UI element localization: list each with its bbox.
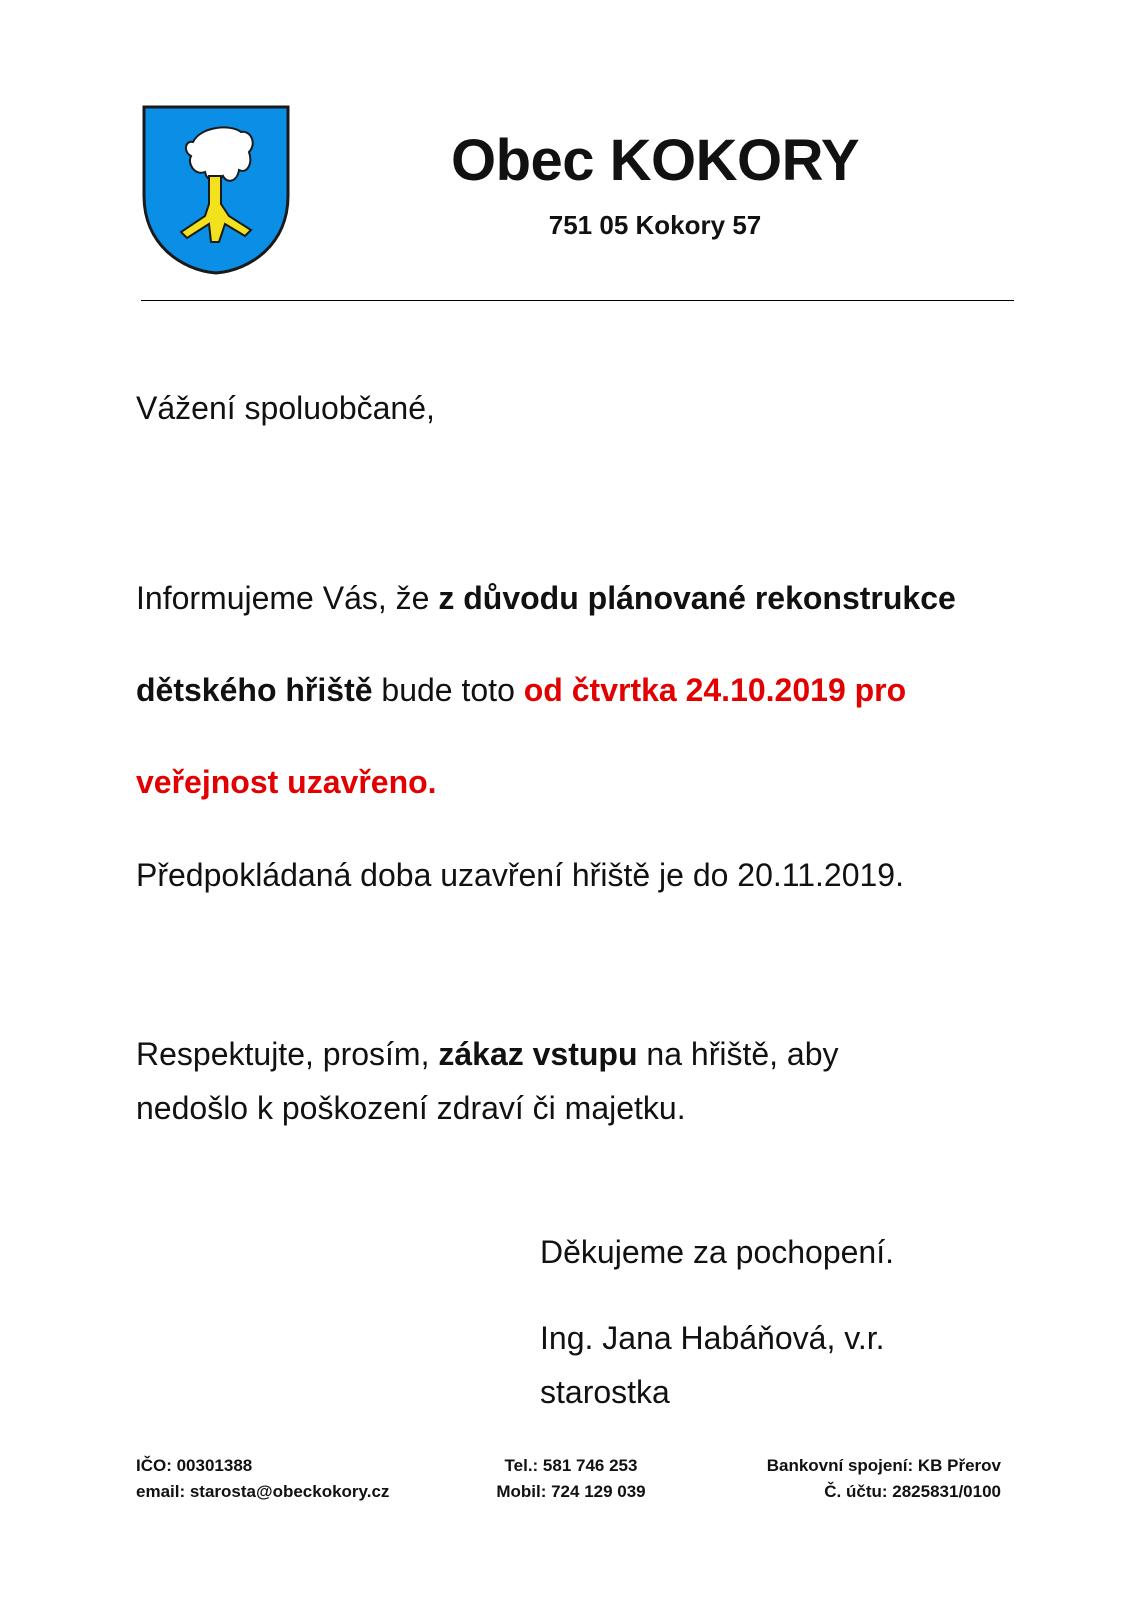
notice-emphasis: z důvodu plánované rekonstrukce xyxy=(438,580,956,616)
warning-line-1 xyxy=(136,1034,839,1074)
footer-phones xyxy=(476,1453,666,1505)
thanks: Děkujeme za pochopení. xyxy=(540,1234,894,1270)
page-title: Obec KOKORY xyxy=(450,128,860,193)
signature-role: starostka xyxy=(540,1374,670,1410)
footer-ico: IČO: 00301388 xyxy=(136,1456,253,1475)
footer-account: Č. účtu: 2825831/0100 xyxy=(824,1482,1001,1501)
notice-emphasis: dětského hřiště xyxy=(136,672,373,708)
footer-tel: Tel.: 581 746 253 xyxy=(504,1456,638,1475)
notice-text: bude toto xyxy=(372,672,524,708)
footer-email: email: starosta@obeckokory.cz xyxy=(136,1482,390,1501)
header-divider xyxy=(141,300,1014,301)
warning-text: na hřiště, aby xyxy=(637,1036,839,1072)
footer-contact xyxy=(136,1453,389,1505)
footer-mobil: Mobil: 724 129 039 xyxy=(496,1482,646,1501)
warning-line-2: nedošlo k poškození zdraví či majetku. xyxy=(136,1090,686,1126)
notice-line-3: veřejnost uzavřeno. xyxy=(136,764,437,800)
closure-date: od čtvrtka 24.10.2019 pro xyxy=(523,672,907,708)
notice-text: Informujeme Vás, že xyxy=(136,580,439,616)
footer-bank xyxy=(767,1453,1001,1505)
greeting: Vážení spoluobčané, xyxy=(136,390,435,426)
warning-text: Respektujte, prosím, xyxy=(136,1036,439,1072)
signature-name: Ing. Jana Habáňová, v.r. xyxy=(540,1320,885,1356)
coat-of-arms-icon xyxy=(141,104,291,276)
notice-line-1 xyxy=(136,578,956,618)
expected-duration: Předpokládaná doba uzavření hřiště je do 20.11.2019. xyxy=(136,857,904,893)
address: 751 05 Kokory 57 xyxy=(548,210,762,240)
notice-line-2 xyxy=(136,670,906,710)
footer-bank-name: Bankovní spojení: KB Přerov xyxy=(766,1456,1001,1475)
warning-emphasis: zákaz vstupu xyxy=(438,1036,638,1072)
